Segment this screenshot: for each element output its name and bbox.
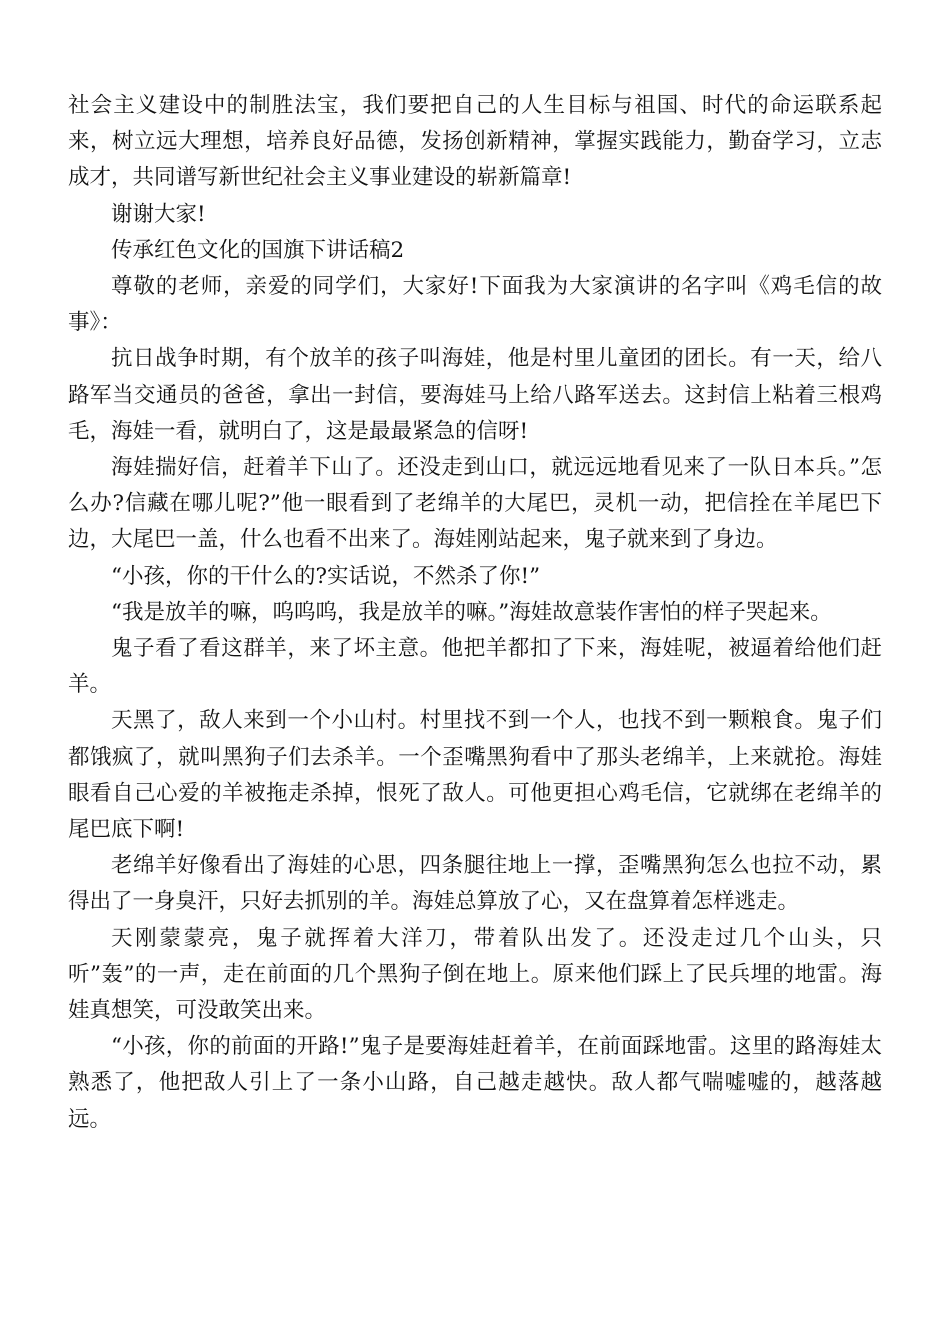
- paragraph-dialogue-soldier: “小孩，你的干什么的?实话说，不然杀了你!”: [111, 563, 541, 589]
- paragraph-hide-letter: 海娃揣好信，赶着羊下山了。还没走到山口，就远远地看见来了一队日本兵。”怎么办?信藏在哪儿呢?”他一眼看到了老绵羊的大尾巴，灵机一动，把信拴在羊尾巴下边，大尾巴一盖，什么也看不出来了。海娃刚站起来，鬼子就来到了身边。: [68, 455, 882, 553]
- paragraph-dialogue-haiwa: “我是放羊的嘛，呜呜呜，我是放羊的嘛。”海娃故意装作害怕的样子哭起来。: [111, 599, 832, 625]
- paragraph-story-intro: 抗日战争时期，有个放羊的孩子叫海娃，他是村里儿童团的团长。有一天，给八路军当交通员的爸爸，拿出一封信，要海娃马上给八路军送去。这封信上粘着三根鸡毛，海娃一看，就明白了，这是最最紧急的信呀!: [68, 346, 882, 444]
- paragraph-village: 天黑了，敌人来到一个小山村。村里找不到一个人，也找不到一颗粮食。鬼子们都饿疯了，就叫黑狗子们去杀羊。一个歪嘴黑狗看中了那头老绵羊，上来就抢。海娃眼看自己心爱的羊被拖走杀掉，恨死了敌人。可他更担心鸡毛信，它就绑在老绵羊的尾巴底下啊!: [68, 708, 882, 843]
- paragraph-old-sheep: 老绵羊好像看出了海娃的心思，四条腿往地上一撑，歪嘴黑狗怎么也拉不动，累得出了一身臭汗，只好去抓别的羊。海娃总算放了心，又在盘算着怎样逃走。: [68, 853, 882, 915]
- paragraph-landmine: 天刚蒙蒙亮，鬼子就挥着大洋刀，带着队出发了。还没走过几个山头，只听”轰”的一声，走在前面的几个黑狗子倒在地上。原来他们踩上了民兵埋的地雷。海娃真想笑，可没敢笑出来。: [68, 925, 882, 1024]
- paragraph-greeting: 尊敬的老师，亲爱的同学们，大家好!下面我为大家演讲的名字叫《鸡毛信的故事》：: [68, 274, 882, 336]
- paragraph-sheep-seized: 鬼子看了看这群羊，来了坏主意。他把羊都扣了下来，海娃呢，被逼着给他们赶羊。: [68, 636, 882, 698]
- document-page: [68, 88, 882, 1138]
- paragraph-continuation: 社会主义建设中的制胜法宝，我们要把自己的人生目标与祖国、时代的命运联系起来，树立远大理想，培养良好品德，发扬创新精神，掌握实践能力，勤奋学习，立志成才，共同谱写新世纪社会主义事业建设的崭新篇章!: [68, 93, 882, 191]
- section-title: 传承红色文化的国旗下讲话稿2: [111, 237, 405, 263]
- paragraph-lead-away: “小孩，你的前面的开路!”鬼子是要海娃赶着羊，在前面踩地雷。这里的路海娃太熟悉了，他把敌人引上了一条小山路，自己越走越快。敌人都气喘嘘嘘的，越落越远。: [68, 1034, 882, 1132]
- paragraph-thanks: 谢谢大家!: [111, 201, 206, 227]
